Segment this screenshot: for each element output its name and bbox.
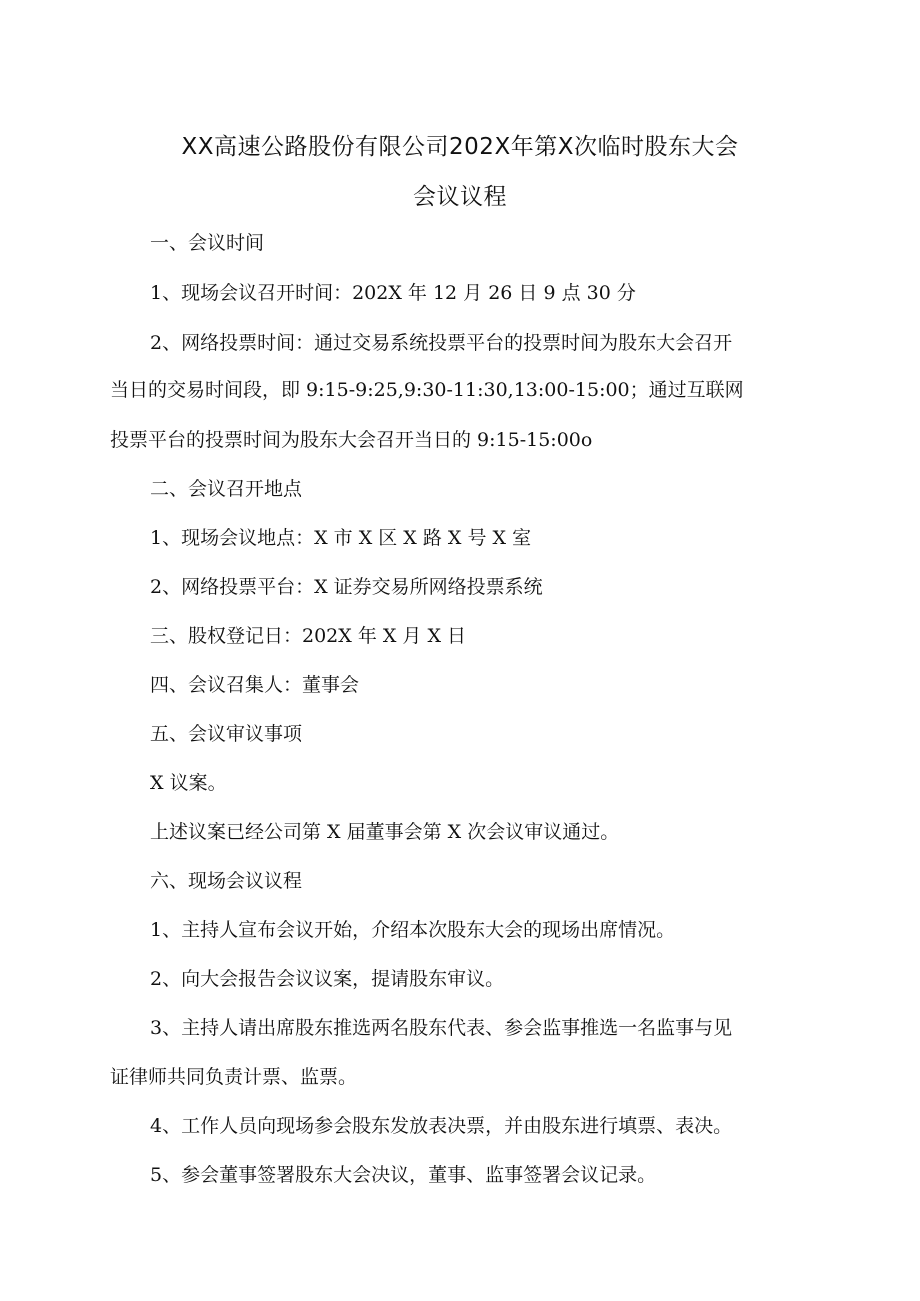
section-heading-onsite-agenda: 六、现场会议议程 bbox=[150, 870, 303, 892]
agenda-item-5: 5、参会董事签署股东大会决议，董事、监事签署会议记录。 bbox=[150, 1164, 657, 1186]
paragraph-online-voting-line1: 2、网络投票时间：通过交易系统投票平台的投票时间为股东大会召开 bbox=[150, 332, 733, 354]
agenda-item-4: 4、工作人员向现场参会股东发放表决票，并由股东进行填票、表决。 bbox=[150, 1115, 733, 1137]
paragraph-online-voting-line2: 当日的交易时间段，即 9:15-9:25,9:30-11:30,13:00-15:00；通过互联网 bbox=[110, 379, 744, 401]
paragraph-proposal-approved: 上述议案已经公司第 X 届董事会第 X 次会议审议通过。 bbox=[150, 821, 620, 843]
section-heading-meeting-time: 一、会议时间 bbox=[150, 232, 265, 254]
document-title: XX高速公路股份有限公司202X年第X次临时股东大会 bbox=[181, 134, 739, 160]
section-heading-convener: 四、会议召集人：董事会 bbox=[150, 674, 360, 696]
section-heading-meeting-location: 二、会议召开地点 bbox=[150, 478, 303, 500]
paragraph-online-voting-line3: 投票平台的投票时间为股东大会召开当日的 9:15-15:00o bbox=[110, 429, 593, 451]
section-heading-agenda-items: 五、会议审议事项 bbox=[150, 723, 303, 745]
agenda-item-2: 2、向大会报告会议议案，提请股东审议。 bbox=[150, 968, 505, 990]
document-subtitle: 会议议程 bbox=[413, 184, 507, 210]
agenda-item-3-line2: 证律师共同负责计票、监票。 bbox=[110, 1066, 358, 1088]
paragraph-onsite-location: 1、现场会议地点：X 市 X 区 X 路 X 号 X 室 bbox=[150, 527, 532, 549]
paragraph-proposal: X 议案。 bbox=[150, 772, 227, 794]
agenda-item-3-line1: 3、主持人请出席股东推选两名股东代表、参会监事推选一名监事与见 bbox=[150, 1017, 733, 1039]
paragraph-onsite-time: 1、现场会议召开时间：202X 年 12 月 26 日 9 点 30 分 bbox=[150, 282, 636, 304]
paragraph-online-platform: 2、网络投票平台：X 证券交易所网络投票系统 bbox=[150, 576, 543, 598]
agenda-item-1: 1、主持人宣布会议开始，介绍本次股东大会的现场出席情况。 bbox=[150, 919, 676, 941]
section-heading-record-date: 三、股权登记日：202X 年 X 月 X 日 bbox=[150, 625, 467, 647]
